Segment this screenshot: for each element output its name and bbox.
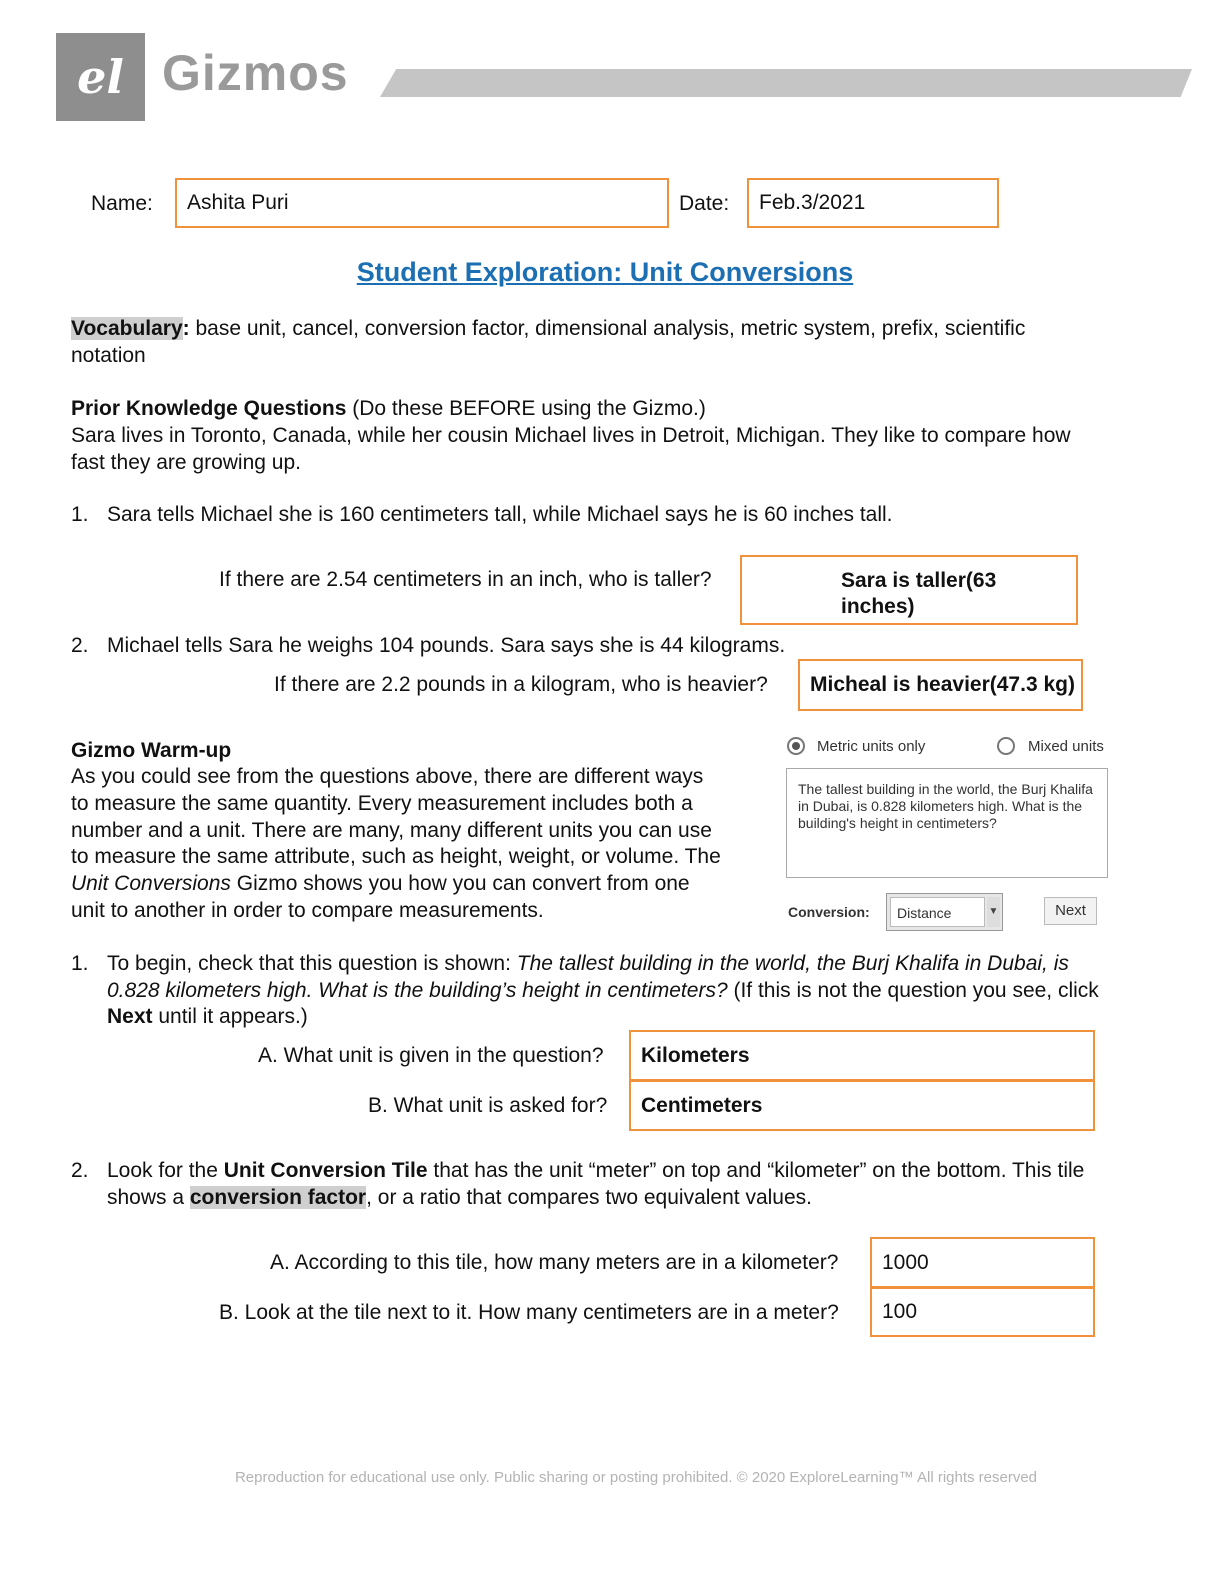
radio-selected-dot <box>792 742 800 750</box>
page-title: Student Exploration: Unit Conversions <box>356 257 854 287</box>
vocabulary-terms: base unit, cancel, conversion factor, dimensional analysis, metric system, prefix, scientific <box>189 317 1026 340</box>
prior-q2-sub: If there are 2.2 pounds in a kilogram, who is heavier? <box>274 673 768 696</box>
activity-q2a-answer: 1000 <box>882 1250 929 1274</box>
warmup-paragraph-line-1: As you could see from the questions above, there are different ways <box>71 765 704 788</box>
chevron-down-icon: ▼ <box>987 897 1000 927</box>
conversion-label: Conversion: <box>788 904 870 920</box>
activity-q1-line-1-start: To begin, check that this question is shown: <box>107 952 517 975</box>
activity-q2-line-2 <box>107 1186 812 1210</box>
name-value: Ashita Puri <box>187 191 289 214</box>
prior-q1-text: Sara tells Michael she is 160 centimeters tall, while Michael says he is 60 inches tall. <box>107 503 893 526</box>
prior-heading <box>71 397 706 421</box>
metric-units-radio[interactable] <box>787 737 805 755</box>
gizmos-logo <box>56 33 145 121</box>
activity-q1a-answer-box[interactable] <box>629 1030 1095 1081</box>
activity-q1-number: 1. <box>71 952 89 975</box>
activity-q2-line-1-start: Look for the <box>107 1159 224 1182</box>
vocabulary-line-2: notation <box>71 344 146 367</box>
prior-intro-1: Sara lives in Toronto, Canada, while her cousin Michael lives in Detroit, Michigan. They like to compare how <box>71 424 1071 447</box>
vocabulary-colon: : <box>182 317 190 340</box>
gizmo-question-panel <box>786 768 1108 878</box>
activity-q2-number: 2. <box>71 1159 89 1182</box>
activity-q1-next-bold: Next <box>107 1005 153 1028</box>
mixed-units-label: Mixed units <box>1028 738 1104 755</box>
gizmo-name-italic: Unit Conversions <box>71 872 231 895</box>
prior-q2-answer: Micheal is heavier(47.3 kg) <box>810 673 1075 696</box>
metric-units-label: Metric units only <box>817 738 926 755</box>
warmup-paragraph-line-2: to measure the same quantity. Every measurement includes both a <box>71 792 693 815</box>
prior-heading-title: Prior Knowledge Questions <box>71 397 347 420</box>
prior-q2-number: 2. <box>71 634 89 657</box>
activity-q1b-label: B. What unit is asked for? <box>368 1094 608 1117</box>
header-bar <box>380 69 1192 97</box>
conversion-factor-term: conversion factor <box>189 1186 367 1209</box>
activity-q2-line-1 <box>107 1159 1084 1183</box>
mixed-units-radio[interactable] <box>997 737 1015 755</box>
next-button[interactable]: Next <box>1044 897 1097 925</box>
activity-q2a-label: A. According to this tile, how many meters are in a kilometer? <box>270 1251 839 1274</box>
warmup-heading: Gizmo Warm-up <box>71 739 232 762</box>
name-label: Name: <box>91 192 153 215</box>
activity-q1a-label: A. What unit is given in the question? <box>258 1044 604 1067</box>
prior-q1-answer-box[interactable] <box>740 555 1078 625</box>
warmup-paragraph-line-5 <box>71 872 690 896</box>
warmup-paragraph-line-4: to measure the same attribute, such as height, weight, or volume. The <box>71 845 721 868</box>
warmup-paragraph-line-3: number and a unit. There are many, many different units you can use <box>71 819 712 842</box>
prior-q1-answer-line-1: Sara is taller(63 <box>841 569 997 592</box>
activity-q1-line-1-italic: The tallest building in the world, the Burj Khalifa in Dubai, is <box>516 952 1069 975</box>
activity-q1-line-2-italic: 0.828 kilometers high. What is the building’s height in centimeters? <box>107 979 728 1002</box>
gizmos-wordmark: Gizmos <box>162 45 349 101</box>
activity-q1-line-3-rest: until it appears.) <box>152 1005 308 1028</box>
prior-heading-note: (Do these BEFORE using the Gizmo.) <box>346 397 706 420</box>
activity-q1b-answer-box[interactable] <box>629 1080 1095 1131</box>
prior-q1-answer-line-2: inches) <box>841 595 915 618</box>
prior-q2-answer-box[interactable] <box>798 659 1083 711</box>
activity-q2b-answer-box[interactable] <box>870 1287 1095 1337</box>
activity-q1-line-2 <box>107 979 1099 1003</box>
activity-q2b-answer: 100 <box>882 1300 918 1323</box>
activity-q2-line-2-rest: , or a ratio that compares two equivalent values. <box>366 1186 812 1209</box>
activity-q2-line-1-rest: that has the unit “meter” on top and “kilometer” on the bottom. This tile <box>427 1159 1085 1182</box>
activity-q1b-answer: Centimeters <box>641 1093 763 1117</box>
activity-q1-line-3 <box>107 1005 308 1029</box>
prior-q2-text: Michael tells Sara he weighs 104 pounds. Sara says she is 44 kilograms. <box>107 634 786 657</box>
date-label: Date: <box>679 192 730 215</box>
footer-copyright: Reproduction for educational use only. Public sharing or posting prohibited. © 2020 ExploreLearning™ All rights reserved <box>234 1469 1038 1486</box>
unit-conversion-tile-term: Unit Conversion Tile <box>223 1159 428 1182</box>
date-field[interactable] <box>747 178 999 228</box>
activity-q2b-label: B. Look at the tile next to it. How many centimeters are in a meter? <box>219 1301 839 1324</box>
activity-q1a-answer: Kilometers <box>641 1043 750 1067</box>
activity-q1-line-2-rest: (If this is not the question you see, click <box>727 979 1099 1002</box>
warmup-paragraph-line-5-rest: Gizmo shows you how you can convert from one <box>230 872 690 895</box>
activity-q2a-answer-box[interactable] <box>870 1237 1095 1288</box>
gizmo-question-text: The tallest building in the world, the Burj Khalifa in Dubai, is 0.828 kilometers high. What is the building's height in centimeters? <box>798 781 1093 831</box>
activity-q1-line-1 <box>107 952 1069 976</box>
date-value: Feb.3/2021 <box>759 191 866 214</box>
prior-q1-number: 1. <box>71 503 89 526</box>
activity-q2-line-2-start: shows a <box>107 1186 190 1209</box>
vocabulary-label: Vocabulary <box>71 317 183 340</box>
conversion-select[interactable] <box>886 893 1003 931</box>
conversion-select-value: Distance <box>890 897 985 927</box>
vocabulary-line-1 <box>71 317 1025 341</box>
prior-q1-sub: If there are 2.54 centimeters in an inch, who is taller? <box>219 568 712 591</box>
name-field[interactable] <box>175 178 669 228</box>
prior-intro-2: fast they are growing up. <box>71 451 301 474</box>
warmup-paragraph-line-6: unit to another in order to compare measurements. <box>71 899 544 922</box>
el-logo-mark: el <box>77 50 124 104</box>
